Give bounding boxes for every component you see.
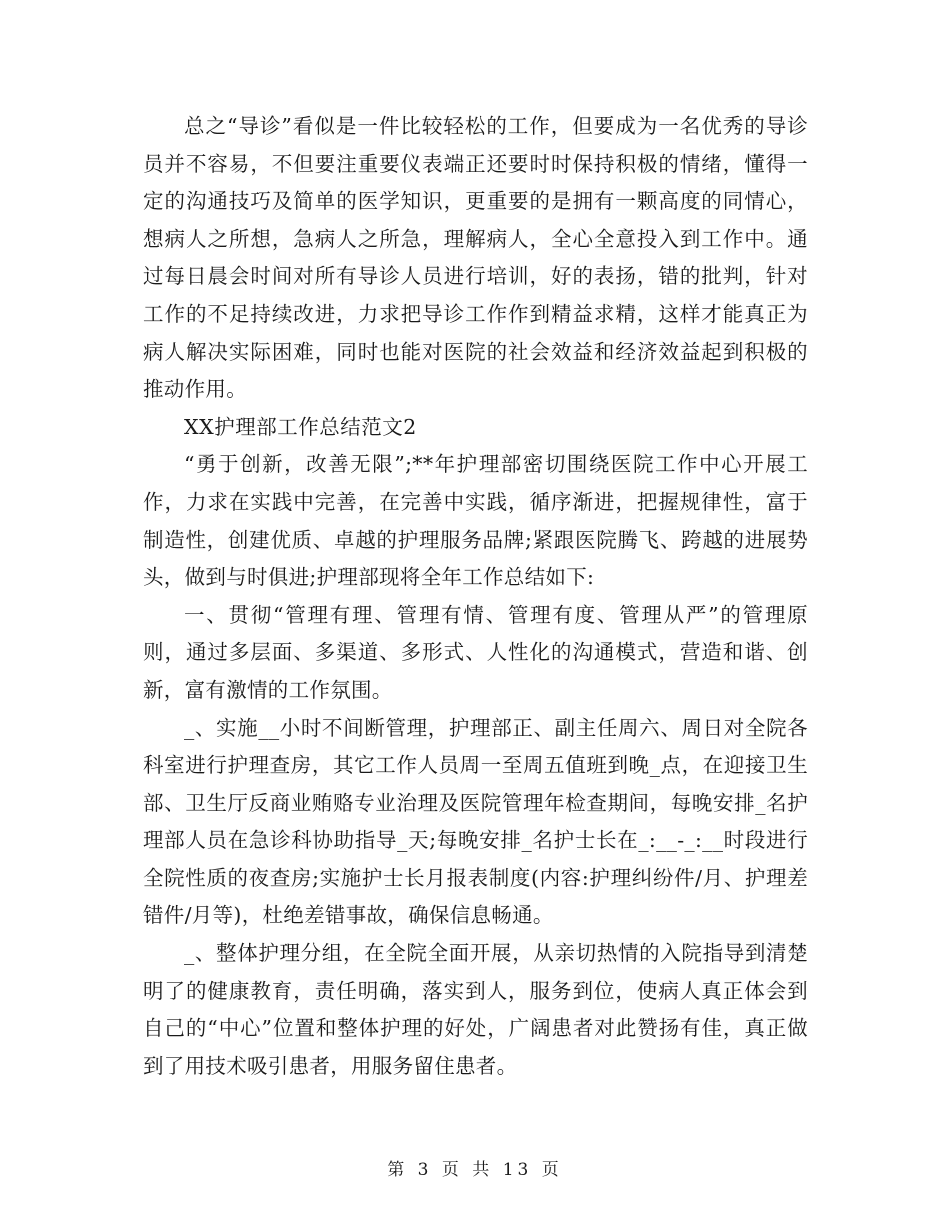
page-number-footer: 第 3 页 共 13 页 (387, 1160, 563, 1180)
section-heading: XX护理部工作总结范文2 (184, 414, 417, 439)
paragraph-daozhen-summary: 总之“导诊”看似是一件比较轻松的工作，但要成为一名优秀的导诊员并不容易，不但要注重要仪表端正还要时时保持积极的情绪，懂得一定的沟通技巧及简单的医学知识，更重要的是拥有一颗高度的同情心，想病人之所想，急病人之所急，理解病人，全心全意投入到工作中。通过每日晨会时间对所有导诊人员进行培训，好的表扬，错的批判，针对工作的不足持续改进，力求把导诊工作作到精益求精，这样才能真正为病人解决实际困难，同时也能对医院的社会效益和经济效益起到积极的推动作用。 (143, 114, 808, 402)
paragraph-intro: “勇于创新，改善无限”;**年护理部密切围绕医院工作中心开展工作，力求在实践中完善，在完善中实践，循序渐进，把握规律性，富于制造性，创建优质、卓越的护理服务品牌;紧跟医院腾飞、跨越的进展势头，做到与时俱进;护理部现将全年工作总结如下: (143, 452, 808, 590)
document-body (143, 108, 808, 1085)
paragraph-point-three: _、整体护理分组，在全院全面开展，从亲切热情的入院指导到清楚明了的健康教育，责任明确，落实到人，服务到位，使病人真正体会到自己的“中心”位置和整体护理的好处，广阔患者对此赞扬有佳，真正做到了用技术吸引患者，用服务留住患者。 (143, 941, 808, 1078)
paragraph-point-one: 一、贯彻“管理有理、管理有情、管理有度、管理从严”的管理原则，通过多层面、多渠道、多形式、人性化的沟通模式，营造和谐、创新，富有激情的工作氛围。 (143, 602, 808, 702)
paragraph-point-two: _、实施__小时不间断管理，护理部正、副主任周六、周日对全院各科室进行护理查房，其它工作人员周一至周五值班到晚_点，在迎接卫生部、卫生厅反商业贿赂专业治理及医院管理年检查期间，每晚安排_名护理部人员在急诊科协助指导_天;每晚安排_名护士长在_:__-_:__时段进行全院性质的夜查房;实施护士长月报表制度(内容:护理纠纷件/月、护理差错件/月等)，杜绝差错事故，确保信息畅通。 (143, 715, 808, 928)
